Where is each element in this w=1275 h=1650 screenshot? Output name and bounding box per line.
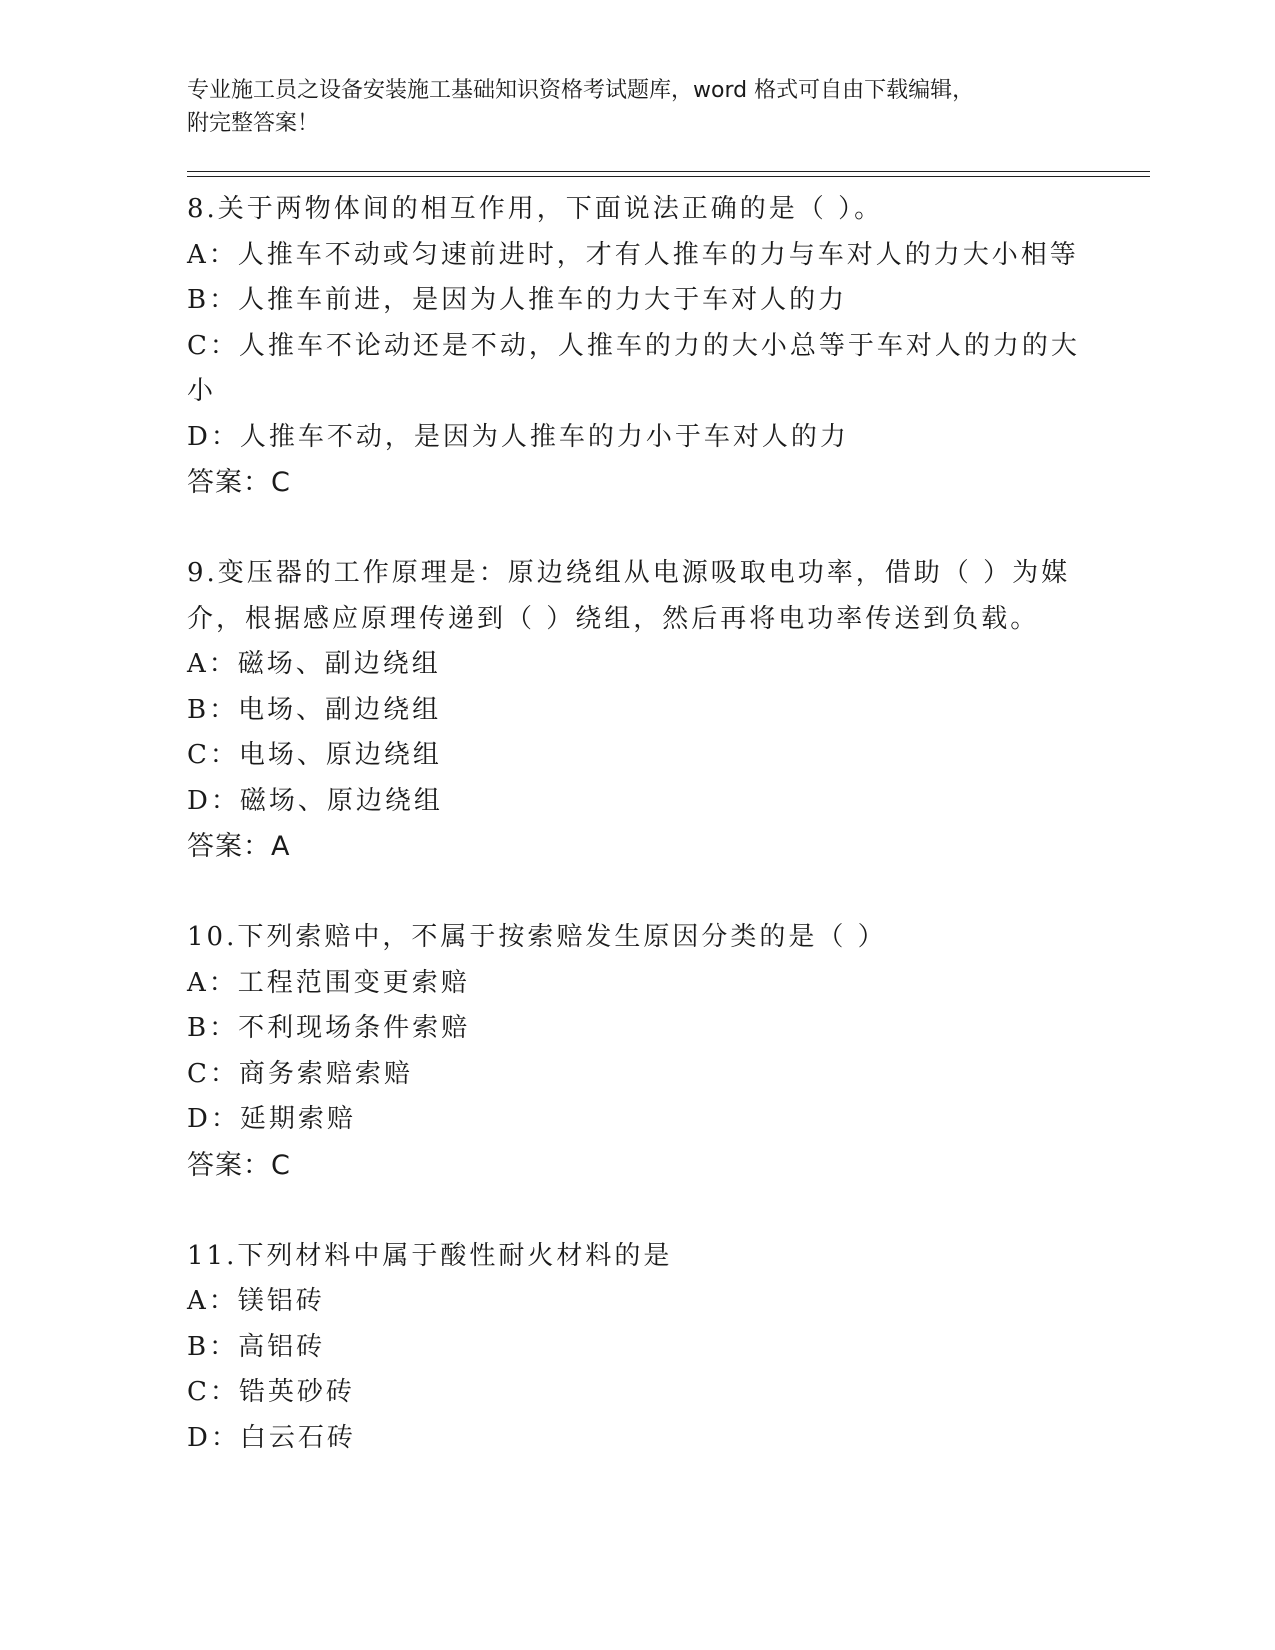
option-line: C：人推车不论动还是不动，人推车的力的大小总等于车对人的力的大 [187, 330, 1080, 361]
document-header [187, 74, 1067, 140]
option-line: B：高铝砖 [187, 1331, 326, 1362]
answer-line: 答案：C [187, 1149, 291, 1181]
question-list [187, 187, 1080, 1461]
question-block [187, 551, 1071, 870]
question-block [187, 187, 1080, 506]
option-line: B：不利现场条件索赔 [187, 1013, 471, 1043]
option-line: D：延期索赔 [187, 1104, 356, 1134]
option-line: D：白云石砖 [187, 1422, 356, 1453]
option-line: C：锆英砂砖 [187, 1377, 355, 1407]
option-line: A：工程范围变更索赔 [187, 967, 470, 998]
header-divider-bottom [187, 176, 1150, 177]
question-spacer [187, 1188, 1067, 1234]
header-line-2: 附完整答案！ [187, 111, 320, 136]
question-block [187, 1234, 1067, 1462]
option-line: B：人推车前进，是因为人推车的力大于车对人的力 [187, 285, 848, 315]
option-line: D：人推车不动，是因为人推车的力小于车对人的力 [187, 421, 849, 452]
question-stem: 11.下列材料中属于酸性耐火材料的是 [187, 1240, 673, 1271]
option-line: A：磁场、副边绕组 [187, 649, 441, 679]
answer-line: 答案：A [187, 831, 291, 862]
header-line-1: 专业施工员之设备安装施工基础知识资格考试题库，word 格式可自由下载编辑， [187, 78, 975, 103]
question-stem: 9.变压器的工作原理是：原边绕组从电源吸取电功率，借助（ ）为媒 [187, 558, 1071, 588]
option-line: 小 [187, 376, 217, 406]
question-stem: 8.关于两物体间的相互作用，下面说法正确的是（ ）。 [187, 194, 884, 224]
option-line: C：商务索赔索赔 [187, 1058, 413, 1089]
question-block [187, 915, 1067, 1188]
question-spacer [187, 870, 1067, 916]
option-line: D：磁场、原边绕组 [187, 785, 443, 816]
question-stem: 10.下列索赔中，不属于按索赔发生原因分类的是（ ） [187, 922, 887, 952]
header-divider-top [187, 171, 1150, 172]
question-stem: 介，根据感应原理传递到（ ）绕组，然后再将电功率传送到负载。 [187, 603, 1040, 634]
option-line: B：电场、副边绕组 [187, 694, 442, 725]
option-line: C：电场、原边绕组 [187, 740, 442, 770]
question-spacer [187, 506, 1067, 552]
option-line: A：镁铝砖 [187, 1286, 325, 1316]
answer-line: 答案：C [187, 467, 291, 498]
option-line: A：人推车不动或匀速前进时，才有人推车的力与车对人的力大小相等 [187, 239, 1079, 270]
